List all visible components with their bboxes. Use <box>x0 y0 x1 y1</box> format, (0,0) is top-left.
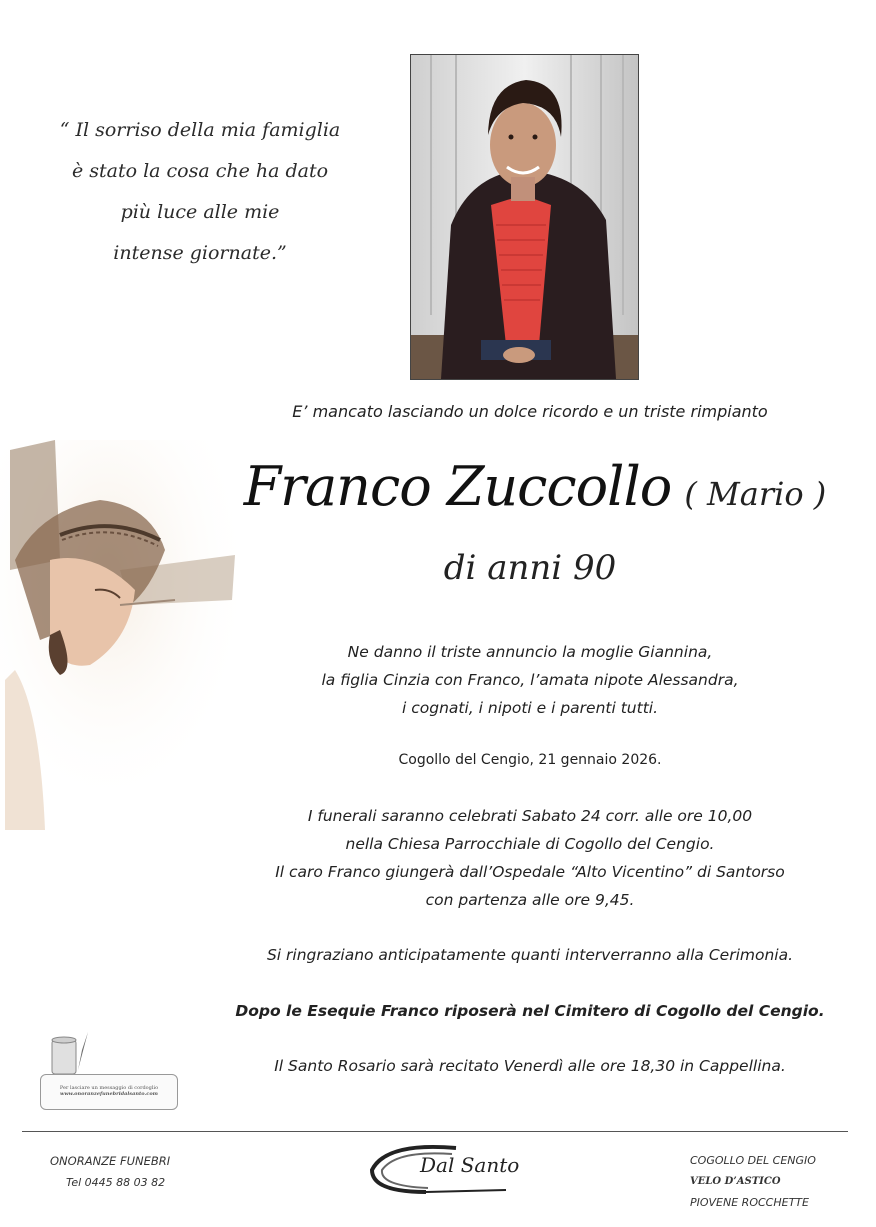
deceased-name: Franco Zuccollo <box>243 455 672 518</box>
condolence-message-box[interactable] <box>40 1074 178 1110</box>
funeral-line: I funerali saranno celebrati Sabato 24 corr. alle ore 10,00 <box>307 807 753 825</box>
condolence-website-link[interactable]: www.onoranzefunebridalsanto.com <box>60 1091 158 1097</box>
announcement-block <box>230 638 830 722</box>
footer-location: PIOVENE ROCCHETTE <box>690 1196 809 1209</box>
footer-location: VELO D’ASTICO <box>690 1176 781 1187</box>
scroll-quill-icon <box>48 1030 92 1078</box>
footer-phone: Tel 0445 88 03 82 <box>66 1176 166 1189</box>
footer-divider <box>22 1131 848 1132</box>
memorial-quote <box>40 110 360 274</box>
announcement-line: Ne danno il triste annuncio la moglie Giannina, <box>347 643 713 661</box>
footer-logo-text: Dal Santo <box>420 1153 520 1177</box>
funeral-block <box>230 802 830 914</box>
quote-line: è stato la cosa che ha dato <box>71 160 329 182</box>
quote-line: più luce alle mie <box>120 201 280 223</box>
portrait-image <box>411 55 638 379</box>
thanks-text: Si ringraziano anticipatamente quanti interverranno alla Cerimonia. <box>266 946 794 964</box>
deceased-age: di anni 90 <box>443 548 617 588</box>
condolence-label: Per lasciare un messaggio di cordoglio <box>59 1085 159 1091</box>
funeral-line: Il caro Franco giungerà dall’Ospedale “Alto Vicentino” di Santorso <box>275 863 785 881</box>
place-date: Cogollo del Cengio, 21 gennaio 2026. <box>398 752 662 768</box>
christ-illustration <box>0 440 240 830</box>
quote-line: intense giornate.” <box>113 242 287 264</box>
announcement-line: la figlia Cinzia con Franco, l’amata nipote Alessandra, <box>321 671 739 689</box>
footer-left <box>50 1150 170 1194</box>
deceased-name-line <box>230 455 840 518</box>
footer-right <box>690 1150 816 1213</box>
rosary-text: Il Santo Rosario sarà recitato Venerdì alle ore 18,30 in Cappellina. <box>274 1057 786 1075</box>
announcement-line: i cognati, i nipoti e i parenti tutti. <box>402 699 658 717</box>
burial-text: Dopo le Esequie Franco riposerà nel Cimitero di Cogollo del Cengio. <box>235 1002 825 1020</box>
funeral-line: nella Chiesa Parrocchiale di Cogollo del Cengio. <box>345 835 715 853</box>
funeral-line: con partenza alle ore 9,45. <box>425 891 635 909</box>
footer-company-title: ONORANZE FUNEBRI <box>50 1154 171 1168</box>
footer-location: COGOLLO DEL CENGIO <box>690 1154 816 1167</box>
intro-text: E’ mancato lasciando un dolce ricordo e un triste rimpianto <box>292 402 768 421</box>
portrait-photo <box>410 54 639 380</box>
quote-line: “ Il sorriso della mia famiglia <box>59 119 341 141</box>
deceased-nickname: ( Mario ) <box>684 475 827 513</box>
